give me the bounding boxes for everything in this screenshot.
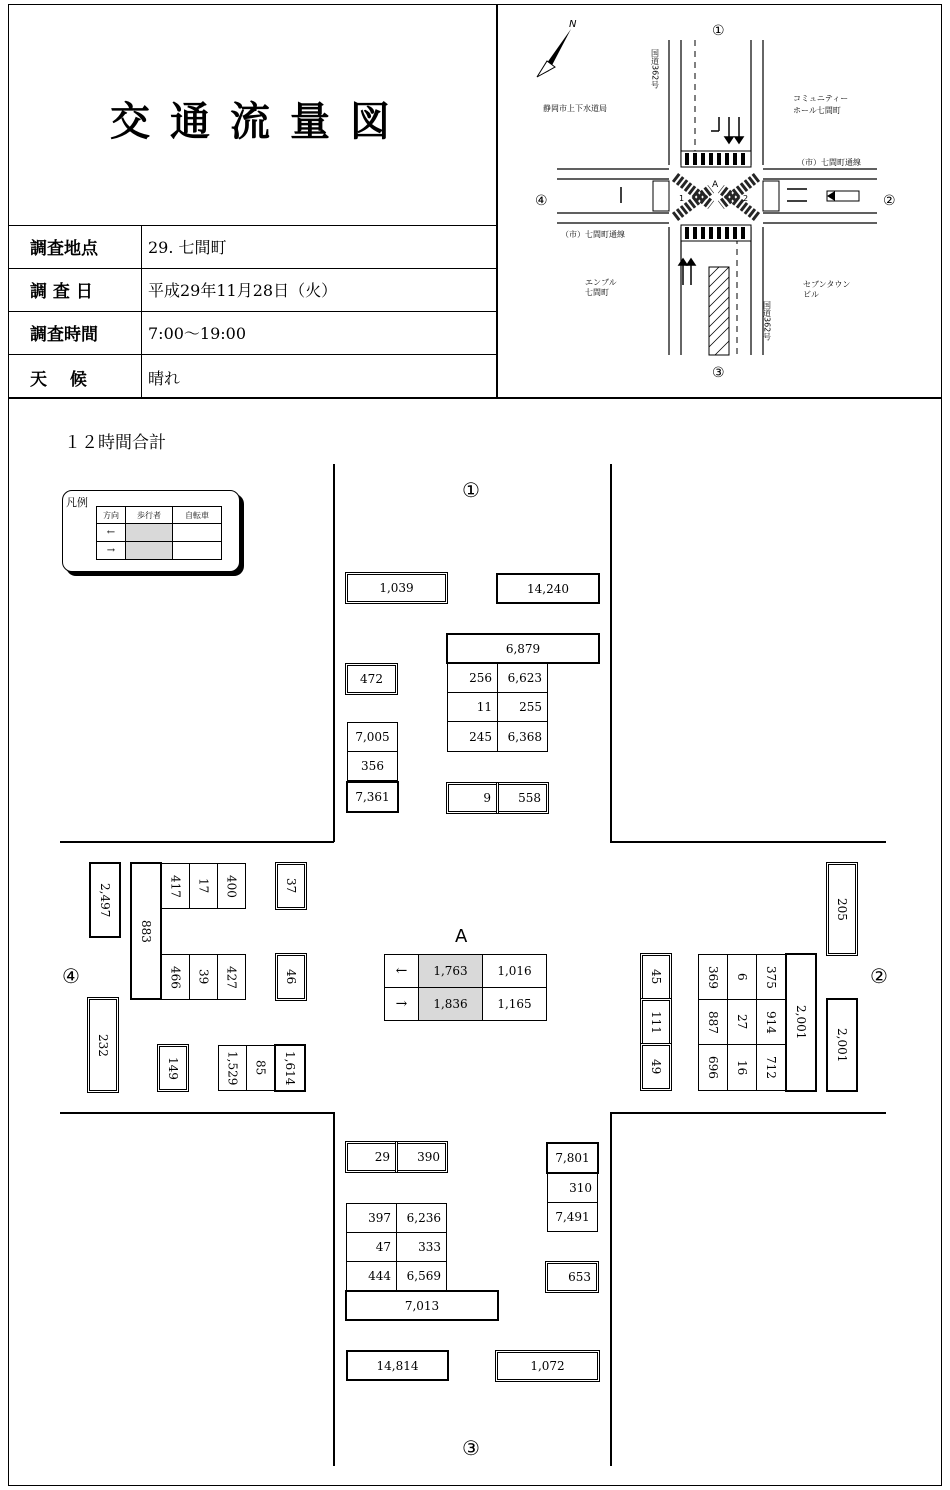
weather-value: 晴れ bbox=[148, 369, 181, 388]
south-r1a: 397 bbox=[346, 1203, 397, 1233]
row-line-4 bbox=[8, 354, 497, 355]
north-bot-a: 9 bbox=[446, 782, 499, 814]
road-nw-h bbox=[60, 841, 334, 843]
east-b3: 914 bbox=[756, 999, 786, 1045]
east-big: 2,001 bbox=[785, 953, 817, 1092]
map-leg-4: ④ bbox=[535, 193, 548, 209]
north-r1b: 6,623 bbox=[497, 663, 548, 693]
survey-location-value: 29. 七間町 bbox=[148, 238, 227, 257]
map-road-west: （市）七間町通線 bbox=[561, 230, 625, 239]
east-total: 2,001 bbox=[826, 998, 858, 1092]
north-out-b: 356 bbox=[347, 751, 398, 781]
map-leg-3: ③ bbox=[712, 365, 725, 381]
north-out-total: 7,361 bbox=[346, 781, 399, 813]
map-se-label-1: セブンタウン bbox=[803, 280, 851, 289]
south-r1b: 6,236 bbox=[396, 1203, 447, 1233]
road-sw-h bbox=[60, 1112, 334, 1114]
east-a3: 375 bbox=[756, 954, 786, 1000]
map-center-a: A bbox=[712, 180, 719, 190]
header-bottom-line bbox=[8, 397, 942, 399]
west-b4: 1,614 bbox=[274, 1044, 306, 1092]
east-c1: 696 bbox=[698, 1044, 728, 1091]
south-r3b: 6,569 bbox=[396, 1261, 447, 1291]
row-line-3 bbox=[8, 311, 497, 312]
north-bot-b: 558 bbox=[496, 782, 549, 814]
map-route-top: 国道362号 bbox=[650, 49, 660, 89]
legend-table bbox=[96, 506, 222, 560]
north-out-a: 7,005 bbox=[347, 722, 398, 752]
east-s3: 49 bbox=[640, 1043, 672, 1091]
center-left-bike: 1,016 bbox=[482, 954, 547, 988]
center-right-bike: 1,165 bbox=[482, 987, 547, 1021]
center-right-arrow: → bbox=[384, 987, 419, 1021]
west-t2: 17 bbox=[189, 863, 218, 909]
road-sw-edge bbox=[333, 1112, 335, 1466]
south-out-total: 7,013 bbox=[345, 1290, 499, 1321]
east-s2: 111 bbox=[640, 998, 672, 1046]
leg-south: ③ bbox=[462, 1436, 480, 1460]
survey-location-label: 調査地点 bbox=[30, 239, 98, 259]
page-title: 交通流量図 bbox=[110, 99, 410, 145]
south-ped: 1,072 bbox=[495, 1350, 600, 1382]
location-map bbox=[497, 5, 941, 397]
leg-west: ④ bbox=[62, 964, 80, 988]
east-top: 205 bbox=[826, 862, 858, 956]
south-total: 14,814 bbox=[346, 1350, 449, 1381]
legend-r2-bike bbox=[172, 541, 222, 560]
south-r0b: 7,491 bbox=[547, 1202, 598, 1232]
west-m4: 46 bbox=[275, 953, 307, 1001]
center-right-ped: 1,836 bbox=[418, 987, 483, 1021]
north-r2a: 11 bbox=[447, 692, 498, 722]
center-left-arrow: ← bbox=[384, 954, 419, 988]
south-t2: 390 bbox=[395, 1141, 448, 1173]
center-label: A bbox=[455, 926, 468, 947]
road-ne-edge bbox=[610, 464, 612, 842]
row-line-2 bbox=[8, 268, 497, 269]
section-title: １２時間合計 bbox=[64, 433, 166, 453]
west-m3: 427 bbox=[217, 954, 246, 1000]
center-left-ped: 1,763 bbox=[418, 954, 483, 988]
row-line-1 bbox=[8, 225, 497, 226]
map-sw-label-1: エンブル bbox=[585, 278, 617, 287]
north-arrow-icon bbox=[537, 29, 571, 77]
row-col-divider bbox=[141, 225, 142, 397]
map-leg-1: ① bbox=[712, 23, 725, 39]
weather-label: 天 候 bbox=[30, 370, 87, 390]
west-t3: 400 bbox=[217, 863, 246, 909]
map-ne-label-1: コミュニティー bbox=[793, 94, 849, 103]
south-r2b: 333 bbox=[396, 1232, 447, 1262]
west-t1: 417 bbox=[161, 863, 190, 909]
map-crossing-1: 1 bbox=[679, 194, 685, 203]
leg-north: ① bbox=[462, 478, 480, 502]
west-m1: 466 bbox=[161, 954, 190, 1000]
map-se-label-2: ビル bbox=[803, 290, 819, 299]
survey-time-value: 7:00〜19:00 bbox=[148, 324, 247, 343]
map-road-east: （市）七間町通線 bbox=[797, 158, 861, 167]
east-b2: 27 bbox=[727, 999, 757, 1045]
south-bike: 653 bbox=[545, 1261, 599, 1293]
legend-title: 凡例 bbox=[66, 496, 88, 509]
legend-h-ped: 歩行者 bbox=[125, 506, 173, 524]
east-a1: 369 bbox=[698, 954, 728, 1000]
west-ped: 232 bbox=[87, 997, 119, 1093]
west-b1: 149 bbox=[157, 1044, 189, 1092]
survey-time-label: 調査時間 bbox=[30, 325, 98, 345]
legend-h-dir: 方向 bbox=[96, 506, 126, 524]
west-big: 883 bbox=[130, 862, 162, 1000]
north-r3b: 6,368 bbox=[497, 721, 548, 752]
south-in-total: 7,801 bbox=[546, 1142, 599, 1174]
north-bike-left: 472 bbox=[345, 663, 398, 695]
east-b1: 887 bbox=[698, 999, 728, 1045]
legend-r2-dir: → bbox=[96, 541, 126, 560]
map-sw-label-2: 七間町 bbox=[585, 288, 609, 297]
map-route-bottom: 国道362号 bbox=[762, 301, 772, 341]
north-label: N bbox=[569, 19, 577, 30]
west-b3: 85 bbox=[246, 1045, 275, 1091]
north-in-total: 6,879 bbox=[446, 633, 600, 664]
legend-r1-ped bbox=[125, 523, 173, 542]
road-ne-h bbox=[610, 841, 886, 843]
north-ped-box: 1,039 bbox=[345, 572, 448, 604]
road-nw-edge bbox=[333, 464, 335, 842]
legend-h-bike: 自転車 bbox=[172, 506, 222, 524]
west-t4: 37 bbox=[275, 862, 307, 910]
survey-date-value: 平成29年11月28日（火） bbox=[148, 281, 338, 300]
south-r2a: 47 bbox=[346, 1232, 397, 1262]
east-c3: 712 bbox=[756, 1044, 786, 1091]
west-b2: 1,529 bbox=[218, 1045, 247, 1091]
map-crossing-2: 2 bbox=[743, 194, 749, 203]
south-t1: 29 bbox=[345, 1141, 398, 1173]
south-r0: 310 bbox=[547, 1173, 598, 1203]
north-total-box: 14,240 bbox=[496, 573, 600, 604]
road-se-edge bbox=[610, 1112, 612, 1466]
map-leg-2: ② bbox=[883, 193, 896, 209]
north-r2b: 255 bbox=[497, 692, 548, 722]
road-se-h bbox=[610, 1112, 886, 1114]
map-nw-label: 静岡市上下水道局 bbox=[543, 104, 607, 113]
west-total-a: 2,497 bbox=[89, 862, 121, 938]
leg-east: ② bbox=[870, 964, 888, 988]
east-s1: 45 bbox=[640, 953, 672, 1001]
south-r3a: 444 bbox=[346, 1261, 397, 1291]
legend-r2-ped bbox=[125, 541, 173, 560]
survey-date-label: 調 査 日 bbox=[30, 282, 93, 302]
west-m2: 39 bbox=[189, 954, 218, 1000]
legend-r1-bike bbox=[172, 523, 222, 542]
east-a2: 6 bbox=[727, 954, 757, 1000]
north-r3a: 245 bbox=[447, 721, 498, 752]
legend-r1-dir: ← bbox=[96, 523, 126, 542]
east-c2: 16 bbox=[727, 1044, 757, 1091]
north-r1a: 256 bbox=[447, 663, 498, 693]
map-ne-label-2: ホール七間町 bbox=[793, 106, 841, 115]
